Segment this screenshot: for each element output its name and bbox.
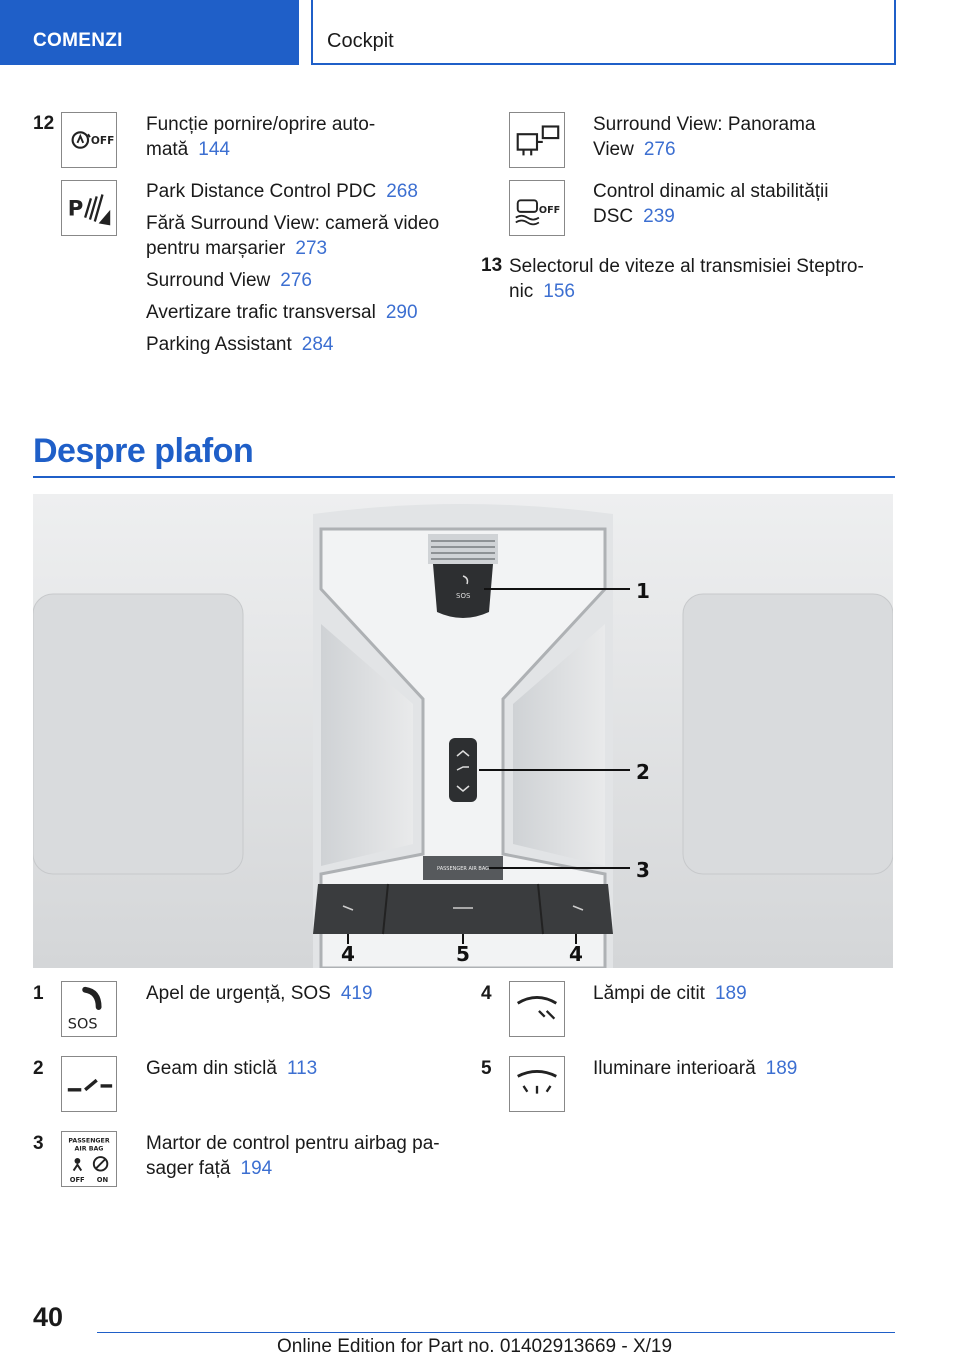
page-ref-link[interactable]: 290 [385,302,418,323]
page-ref-link[interactable]: 194 [240,1158,273,1179]
section-title: Despre plafon [33,432,254,470]
page-ref-link[interactable]: 419 [340,983,373,1004]
callout-5: 5 [456,942,470,966]
chapter-label: Cockpit [327,30,394,52]
page-ref-link[interactable]: 156 [543,281,575,302]
legend-label: Geam din sticlă 113 [146,1058,318,1079]
pdc-line-1: Park Distance Control PDC 268 [146,181,418,202]
footer-divider [97,1332,895,1333]
sos-call-icon [61,981,117,1037]
callout-4-left: 4 [341,942,355,966]
legend-label: Iluminare interioară 189 [593,1058,798,1079]
section-tab [0,0,299,65]
page-ref-link[interactable]: 268 [386,181,418,202]
page-ref-link[interactable]: 239 [643,206,675,227]
legend-number: 1 [33,983,44,1004]
legend-number: 3 [33,1133,44,1154]
auto-start-stop-off-icon [61,112,117,168]
interior-light-icon [509,1056,565,1112]
svg-text:PASSENGER AIR BAG: PASSENGER AIR BAG [437,866,490,872]
legend-label: Martor de control pentru airbag pa- sager față 194 [146,1133,440,1179]
page-ref-link[interactable]: 276 [643,139,676,160]
item13-label: Selectorul de viteze al transmisiei Steptro- nic 156 [509,256,864,302]
callout-4-right: 4 [569,942,583,966]
legend-number: 5 [481,1058,492,1079]
page-ref-link[interactable]: 276 [280,270,312,291]
panorama-label: Surround View: Panorama View 276 [593,114,816,160]
svg-text:SOS: SOS [456,592,471,600]
legend-label: Apel de urgență, SOS 419 [146,983,373,1004]
pdc-line-4: Avertizare trafic transversal 290 [146,302,418,323]
page-ref-link[interactable]: 189 [714,983,747,1004]
svg-text:OFF: OFF [90,134,115,147]
section-label: COMENZI [33,30,123,51]
edition-text: Online Edition for Part no. 01402913669 - X/19 [277,1336,673,1357]
dsc-label: Control dinamic al stabilității DSC 239 [593,181,829,227]
panorama-view-icon [509,112,565,168]
item-number: 13 [481,255,503,276]
glass-roof-icon [61,1056,117,1112]
page-ref-link[interactable]: 273 [295,238,328,259]
reading-lamp-icon [509,981,565,1037]
pdc-line-5: Parking Assistant 284 [146,334,334,355]
page-ref-link[interactable]: 284 [301,334,334,355]
page-ref-link[interactable]: 189 [765,1058,798,1079]
roof-console-photo [33,494,893,968]
svg-text:P: P [67,196,84,222]
legend-number: 4 [481,983,492,1004]
section-divider [33,476,895,478]
callout-2: 2 [636,760,650,784]
svg-text:OFF: OFF [69,1176,85,1185]
item12-label: Funcție pornire/oprire auto- mată 144 [146,114,376,160]
dsc-off-icon [509,180,565,236]
svg-text:AIR BAG: AIR BAG [74,1145,104,1153]
svg-text:ON: ON [96,1176,109,1185]
legend-number: 2 [33,1058,44,1079]
item-number: 12 [33,113,55,134]
page-number: 40 [33,1302,64,1332]
chapter-tab [311,0,896,65]
page-ref-link[interactable]: 113 [286,1058,318,1079]
callout-1: 1 [636,579,650,603]
pdc-line-3: Surround View 276 [146,270,312,291]
page-ref-link[interactable]: 144 [198,139,230,160]
svg-text:OFF: OFF [538,204,561,216]
svg-text:SOS: SOS [67,1016,98,1033]
passenger-airbag-icon [61,1131,117,1187]
legend-label: Lămpi de citit 189 [593,983,747,1004]
park-distance-control-icon [61,180,117,236]
pdc-line-2: Fără Surround View: cameră video pentru marșarier 273 [146,213,440,259]
svg-text:PASSENGER: PASSENGER [68,1137,110,1145]
callout-3: 3 [636,858,650,882]
